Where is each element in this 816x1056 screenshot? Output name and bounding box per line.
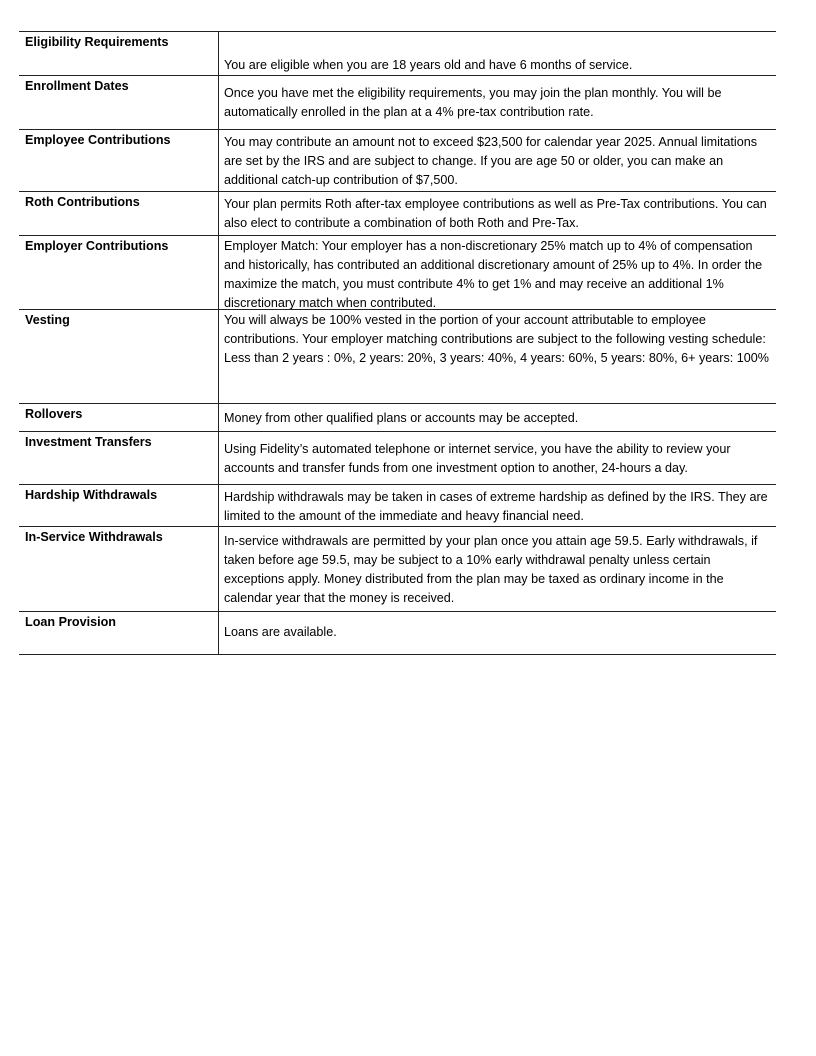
table-row [19,404,776,432]
row-description [219,76,777,130]
row-label: Vesting [19,310,219,404]
row-description [219,192,777,236]
table-row [19,485,776,527]
row-description-text: You may contribute an amount not to exceed $23,500 for calendar year 2025. Annual limitations are set by the IRS and are subject to change. If you are age 50 or older, you can make an additional catch-up contribution of $7,500. [224,135,758,187]
row-label: Loan Provision [19,612,219,655]
row-description-text: Once you have met the eligibility requirements, you may join the plan monthly. You will be automatically enrolled in the plan at a 4% pre-tax contribution rate. [224,86,722,119]
table-row [19,192,776,236]
row-description-text: In-service withdrawals are permitted by your plan once you attain age 59.5. Early withdrawals, if taken before age 59.5, may be subject to a 10% early withdrawal penalty unless certain exceptions apply. Money distributed from the plan may be taxed as ordinary income in the calendar year that the money is received. [224,534,758,605]
row-label: Roth Contributions [19,192,219,236]
row-description [219,32,777,76]
row-description [219,404,777,432]
row-description-text: Employer Match: Your employer has a non-discretionary 25% match up to 4% of compensation and historically, has contributed an additional discretionary amount of 25% up to 4%. In order the maximize the match, you must contribute 4% to get 1% and may receive an additional 1% discretionary match when contributed. [224,239,763,309]
row-label: Hardship Withdrawals [19,485,219,527]
table-row [19,310,776,404]
row-description-text: Loans are available. [224,625,337,639]
row-description [219,236,777,310]
row-description [219,130,777,192]
row-description [219,485,777,527]
table-row [19,612,776,655]
row-description-text: Your plan permits Roth after-tax employee contributions as well as Pre-Tax contributions. You can also elect to contribute a combination of both Roth and Pre-Tax. [224,197,767,230]
table-row [19,76,776,130]
row-description-text: Money from other qualified plans or accounts may be accepted. [224,411,579,425]
row-description-text: You are eligible when you are 18 years old and have 6 months of service. [224,58,633,72]
table-row [19,32,776,76]
table-row [19,130,776,192]
row-description [219,432,777,485]
table-row [19,236,776,310]
plan-features-table [19,31,776,655]
table-row [19,527,776,612]
row-label: Rollovers [19,404,219,432]
row-description [219,310,777,404]
row-label: Enrollment Dates [19,76,219,130]
row-description-text: Hardship withdrawals may be taken in cases of extreme hardship as defined by the IRS. They are limited to the amount of the immediate and heavy financial need. [224,490,768,523]
row-description [219,527,777,612]
row-label: Employer Contributions [19,236,219,310]
row-label: In-Service Withdrawals [19,527,219,612]
row-description-text: Using Fidelity’s automated telephone or internet service, you have the ability to review your accounts and transfer funds from one investment option to another, 24-hours a day. [224,442,731,475]
row-label: Investment Transfers [19,432,219,485]
row-label: Eligibility Requirements [19,32,219,76]
row-label: Employee Contributions [19,130,219,192]
row-description-text: You will always be 100% vested in the portion of your account attributable to employee contributions. Your employer matching contributions are subject to the following vesting schedule: Less than 2 years : 0%, 2 years: 20%, 3 years: 40%, 4 years: 60%, 5 years: 80%, 6+ years: 100% [224,313,769,365]
table-row [19,432,776,485]
row-description [219,612,777,655]
